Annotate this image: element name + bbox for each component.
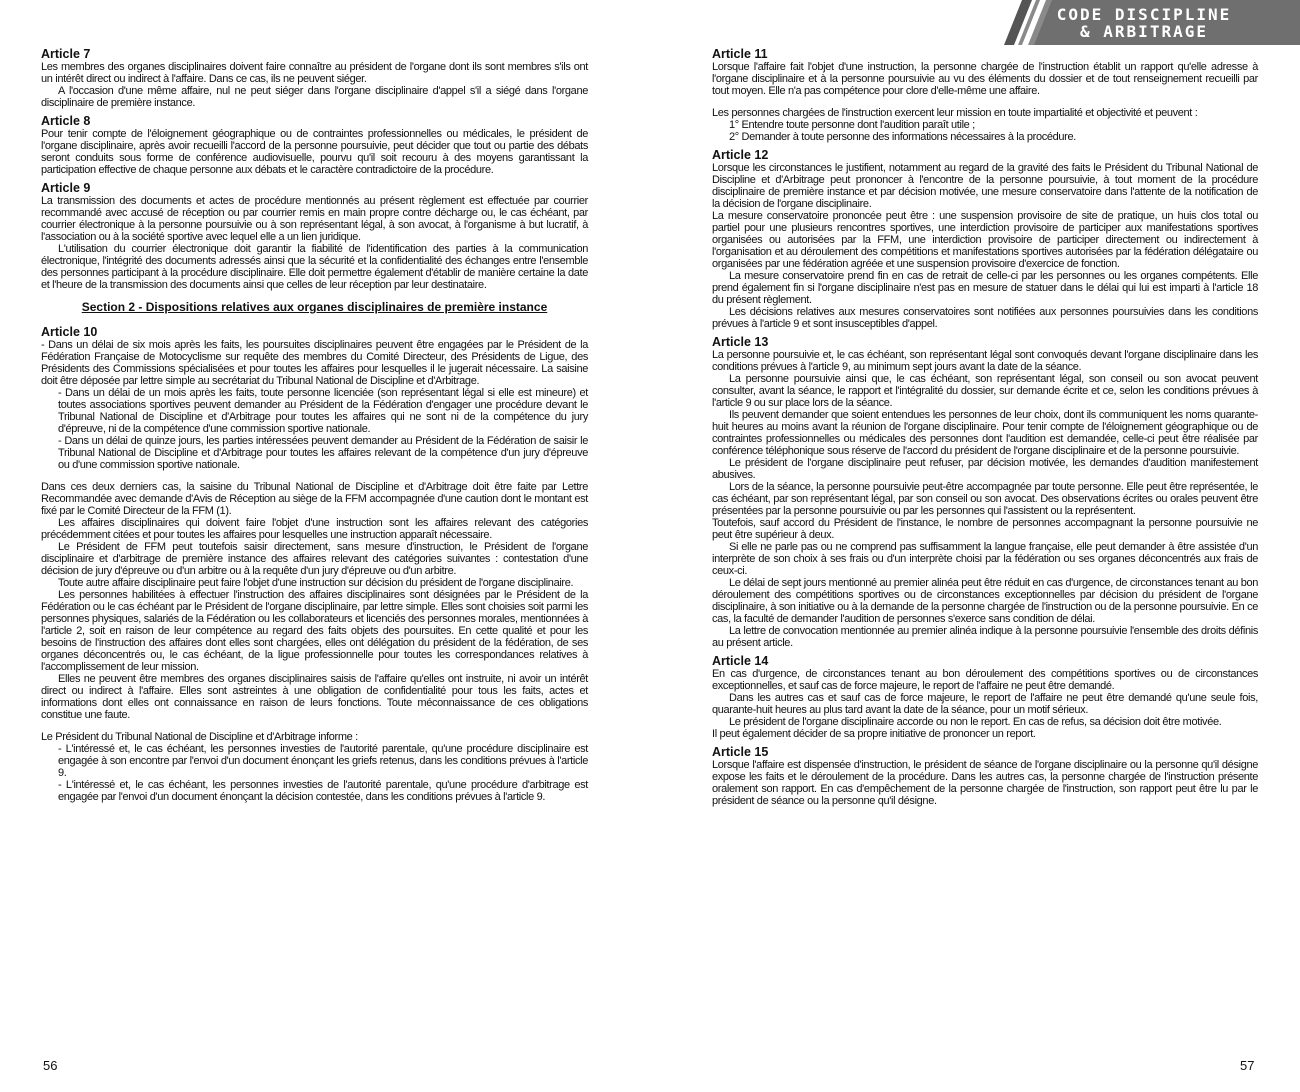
article-title: Article 12: [712, 148, 769, 162]
paragraph: Le Président de FFM peut toutefois saisir directement, sans mesure d'instruction, le Président de l'organe disciplinaire et d'arbitrage de première instance des affaires relevant des catégories suivantes : contestation d'une décision de jury d'épreuve ou d'un arbitre ou à la requête d'un jury d'épreuve ou d'un arbitre.: [41, 541, 588, 577]
paragraph: Les personnes chargées de l'instruction exercent leur mission en toute impartialité et objectivité et peuvent :: [712, 107, 1198, 119]
paragraph: Si elle ne parle pas ou ne comprend pas suffisamment la langue française, elle peut demander à être assistée d'un interprète de son choix à ses frais ou d'un interprète choisi par la fédération ou ses organes déconcentrés aux frais de ceux-ci.: [712, 541, 1258, 577]
article-title: Article 10: [41, 325, 98, 339]
article-title: Article 9: [41, 181, 91, 195]
article-title: Article 7: [41, 47, 91, 61]
paragraph: Le délai de sept jours mentionné au premier alinéa peut être réduit en cas d'urgence, de circonstances tenant au bon déroulement des compétitions sportives ou de circonstances exceptionnelles par décision du président de l'organe disciplinaire, à son initiative ou à la demande de la personne chargée de l'instruction ou de la personne poursuivie. En ce cas, la faculté de demander l'audition de personnes s'exerce sans condition de délai.: [712, 577, 1258, 625]
article-title: Article 14: [712, 654, 769, 668]
list-item: 2° Demander à toute personne des informations nécessaires à la procédure.: [729, 131, 1076, 143]
paragraph: La transmission des documents et actes de procédure mentionnés au présent règlement est effectuée par courrier recommandé avec accusé de réception ou par courrier remis en main propre contre décharge ou, le cas échéant, par courrier électronique à la personne poursuivie ou à son représentant légal, à son avocat, à l'organisme à but lucratif, à l'association ou à la société sportive avec lequel elle a un lien juridique.: [41, 195, 588, 243]
paragraph: Toute autre affaire disciplinaire peut faire l'objet d'une instruction sur décision du président de l'organe disciplinaire.: [58, 577, 574, 589]
left-page: [41, 48, 588, 809]
list-item: - Dans un délai de un mois après les faits, toute personne licenciée (son représentant légal si elle est mineure) et toutes associations sportives peuvent demander au Président de la Fédération d'engager une procédure devant le Tribunal National de Discipline et d'Arbitrage pour toutes les affaires qui ne sont ni de la compétence du jury d'épreuve, ni de la compétence d'une commission sportive nationale.: [58, 387, 588, 435]
article-9: [41, 182, 588, 291]
header-line2: & ARBITRAGE: [1080, 22, 1208, 41]
paragraph: Pour tenir compte de l'éloignement géographique ou de contraintes professionnelles ou médicales, le président de l'organe disciplinaire, après avoir recueilli l'accord de la personne poursuivie, peut décider que tout ou partie des débats seront conduits sous forme de conférence audiovisuelle, pourvu qu'il soit recouru à des moyens garantissant la participation effective de chaque personne aux débats et le caractère contradictoire de la procédure.: [41, 128, 588, 176]
article-title: Article 15: [712, 745, 769, 759]
article-title: Article 8: [41, 114, 91, 128]
article-15: [712, 746, 1258, 807]
paragraph: Les personnes habilitées à effectuer l'instruction des affaires disciplinaires sont désignées par le Président de la Fédération ou le cas échéant par le Président de l'organe disciplinaire, par lettre simple. Elles sont choisies soit parmi les personnes physiques, salariés de la Fédération ou les collaborateurs et licenciés des personnes morales, mentionnées à l'article 2, soit en raison de leur compétence au regard des faits objets des poursuites. En cette qualité et pour les besoins de l'instruction des affaires dont elles sont chargées, elles ont délégation du président de la fédération, de ses organes déconcentrés ou, le cas échéant, de la ligue professionnelle pour toutes les correspondances relatives à l'accomplissement de leur mission.: [41, 589, 588, 673]
paragraph: Lorsque l'affaire est dispensée d'instruction, le président de séance de l'organe disciplinaire ou la personne qu'il désigne expose les faits et le déroulement de la procédure. Dans les autres cas, la personne chargée de l'instruction présente oralement son rapport. En cas d'empêchement de la personne chargée de l'instruction, son rapport peut être lu par le président de séance ou la personne qu'il désigne.: [712, 759, 1258, 807]
paragraph: Le président de l'organe disciplinaire accorde ou non le report. En cas de refus, sa décision doit être motivée.: [729, 716, 1222, 728]
paragraph: Dans ces deux derniers cas, la saisine du Tribunal National de Discipline et d'Arbitrage doit être faite par Lettre Recommandée avec demande d'Avis de Réception au siège de la FFM accompagnée d'une caution dont le montant est fixé par le Comité Directeur de la FFM (1).: [41, 481, 588, 517]
paragraph: La mesure conservatoire prononcée peut être : une suspension provisoire de site de pratique, un huis clos total ou partiel pour une plusieurs rencontres sportives, une interdiction provisoire de participer aux manifestations sportives organisées ou autorisées par la FFM, une interdiction provisoire de participer directement ou indirectement à l'organisation et au déroulement des compétitions et manifestations sportives autorisées par la fédération délégataire ou organisées par une fédération agréée et une suspension provisoire d'exercice de fonction.: [712, 210, 1258, 270]
paragraph: La personne poursuivie ainsi que, le cas échéant, son représentant légal, son conseil ou son avocat peuvent consulter, avant la séance, le rapport et l'intégralité du dossier, sur demande écrite et ce, selon les conditions prévues à l'article 9 ou sur place lors de la séance.: [712, 373, 1258, 409]
paragraph: Elles ne peuvent être membres des organes disciplinaires saisis de l'affaire qu'elles ont instruite, ni avoir un intérêt direct ou indirect à l'affaire. Elles sont astreintes à une obligation de confidentialité pour tous les faits, actes et informations dont elles ont connaissance en raison de leurs fonctions. Toute méconnaissance de ces obligations constitue une faute.: [41, 673, 588, 721]
paragraph: A l'occasion d'une même affaire, nul ne peut siéger dans l'organe disciplinaire d'appel s'il a siégé dans l'organe disciplinaire de première instance.: [41, 85, 588, 109]
paragraph: Le Président du Tribunal National de Discipline et d'Arbitrage informe :: [41, 731, 358, 743]
header-banner: [1000, 0, 1300, 45]
list-item: - Dans un délai de quinze jours, les parties intéressées peuvent demander au Président de la Fédération de saisir le Tribunal National de Discipline et d'Arbitrage pour toutes les affaires relevant de la compétence d'un jury d'épreuve ou d'une commission sportive nationale.: [58, 435, 588, 471]
paragraph: Lors de la séance, la personne poursuivie peut-être accompagnée par toute personne. Elle peut être représentée, le cas échéant, par son représentant légal, par son conseil ou son avocat. Des observations écrites ou orales peuvent être présentées par la personne poursuivie ou par les personnes qui l'assistent ou la représentent.: [712, 481, 1258, 517]
paragraph: Il peut également décider de sa propre initiative de prononcer un report.: [712, 728, 1036, 740]
list-item: 1° Entendre toute personne dont l'audition paraît utile ;: [729, 119, 975, 131]
article-12: [712, 149, 1258, 330]
header-title: [1034, 6, 1254, 40]
paragraph: Lorsque les circonstances le justifient, notamment au regard de la gravité des faits le Président du Tribunal National de Discipline et d'Arbitrage peut prononcer à l'encontre de la personne poursuivie, à tout moment de la procédure disciplinaire de première instance et par décision motivée, une mesure conservatoire dans l'attente de la notification de la décision de l'organe disciplinaire.: [712, 162, 1258, 210]
article-14: [712, 655, 1258, 740]
paragraph: Les décisions relatives aux mesures conservatoires sont notifiées aux personnes poursuivies dans les conditions prévues à l'article 9 et sont insusceptibles d'appel.: [712, 306, 1258, 330]
article-title: Article 13: [712, 335, 769, 349]
paragraph: Le président de l'organe disciplinaire peut refuser, par décision motivée, les demandes d'audition manifestement abusives.: [712, 457, 1258, 481]
paragraph: Dans les autres cas et sauf cas de force majeure, le report de l'affaire ne peut être demandé qu'une seule fois, quarante-huit heures au plus tard avant la date de la séance, pour un motif sérieux.: [712, 692, 1258, 716]
page-number-right: 57: [1240, 1058, 1255, 1073]
paragraph: Ils peuvent demander que soient entendues les personnes de leur choix, dont ils communiquent les noms quarante-huit heures au moins avant la réunion de l'organe disciplinaire. Pour tenir compte de l'éloignement géographique ou de contraintes professionnelles ou médicales des personnes dont l'audition est demandée, celle-ci peut être réalisée par conférence téléphonique sous réserve de l'accord du président de l'organe disciplinaire et de la personne poursuivie.: [712, 409, 1258, 457]
paragraph: L'utilisation du courrier électronique doit garantir la fiabilité de l'identification des parties à la communication électronique, l'intégrité des documents adressés ainsi que la sécurité et la confidentialité des échanges entre l'ensemble des personnes participant à la procédure disciplinaire. Elle doit permettre également d'établir de manière certaine la date et l'heure de la transmission des documents ainsi que celles de leur réception par leur destinataire.: [41, 243, 588, 291]
paragraph: Les membres des organes disciplinaires doivent faire connaître au président de l'organe dont ils sont membres s'ils ont un intérêt direct ou indirect à l'affaire. Dans ce cas, ils ne peuvent siéger.: [41, 61, 588, 85]
paragraph: Lorsque l'affaire fait l'objet d'une instruction, la personne chargée de l'instruction établit un rapport qu'elle adresse à l'organe disciplinaire et à la personne poursuivie au vu des éléments du dossier et de tout renseignement recueilli par tout moyen. Elle n'a pas compétence pour clore d'elle-même une affaire.: [712, 61, 1258, 97]
article-7: [41, 48, 588, 109]
section-heading: Section 2 - Dispositions relatives aux organes disciplinaires de première instance: [81, 300, 548, 314]
paragraph: Toutefois, sauf accord du Président de l'instance, le nombre de personnes accompagnant la personne poursuivie ne peut être supérieur à deux.: [712, 517, 1258, 541]
header-line1: CODE DISCIPLINE: [1056, 5, 1232, 24]
paragraph: En cas d'urgence, de circonstances tenant au bon déroulement des compétitions sportives ou de circonstances exceptionnelles, et sauf cas de force majeure, le report de l'affaire ne peut être demandé.: [712, 668, 1258, 692]
paragraph: - Dans un délai de six mois après les faits, les poursuites disciplinaires peuvent être engagées par le Président de la Fédération Française de Motocyclisme sur requête des membres du Comité Directeur, des Présidents de Ligue, des Présidents des Commissions spécialisées et pour toutes les affaires pour lesquelles il le jugerait nécessaire. La saisine doit être déposée par lettre simple au secrétariat du Tribunal National de Discipline et d'Arbitrage.: [41, 339, 588, 387]
article-title: Article 11: [712, 47, 768, 61]
article-11: [712, 48, 1258, 143]
paragraph: La lettre de convocation mentionnée au premier alinéa indique à la personne poursuivie l'ensemble des droits définis au présent article.: [712, 625, 1258, 649]
paragraph: La personne poursuivie et, le cas échéant, son représentant légal sont convoqués devant l'organe disciplinaire dans les conditions prévues à l'article 9, au minimum sept jours avant la date de la séance.: [712, 349, 1258, 373]
list-item: - L'intéressé et, le cas échéant, les personnes investies de l'autorité parentale, qu'une procédure d'arbitrage est engagée par l'envoi d'un document énonçant la décision contestée, dans les conditions prévues à l'article 9.: [58, 779, 588, 803]
article-10: [41, 326, 588, 803]
page-number-left: 56: [43, 1058, 58, 1073]
paragraph: La mesure conservatoire prend fin en cas de retrait de celle-ci par les personnes ou les organes compétents. Elle prend également fin si l'organe disciplinaire n'est pas en mesure de statuer dans le délai qui lui est imparti à l'article 18 du présent règlement.: [712, 270, 1258, 306]
article-13: [712, 336, 1258, 649]
right-page: [712, 48, 1258, 813]
list-item: - L'intéressé et, le cas échéant, les personnes investies de l'autorité parentale, qu'une procédure disciplinaire est engagée à son encontre par l'envoi d'un document énonçant les griefs retenus, dans les conditions prévues à l'article 9.: [58, 743, 588, 779]
article-8: [41, 115, 588, 176]
paragraph: Les affaires disciplinaires qui doivent faire l'objet d'une instruction sont les affaires relevant des catégories précédemment citées et pour toutes les affaires pour lesquelles une instruction apparaît nécessaire.: [41, 517, 588, 541]
